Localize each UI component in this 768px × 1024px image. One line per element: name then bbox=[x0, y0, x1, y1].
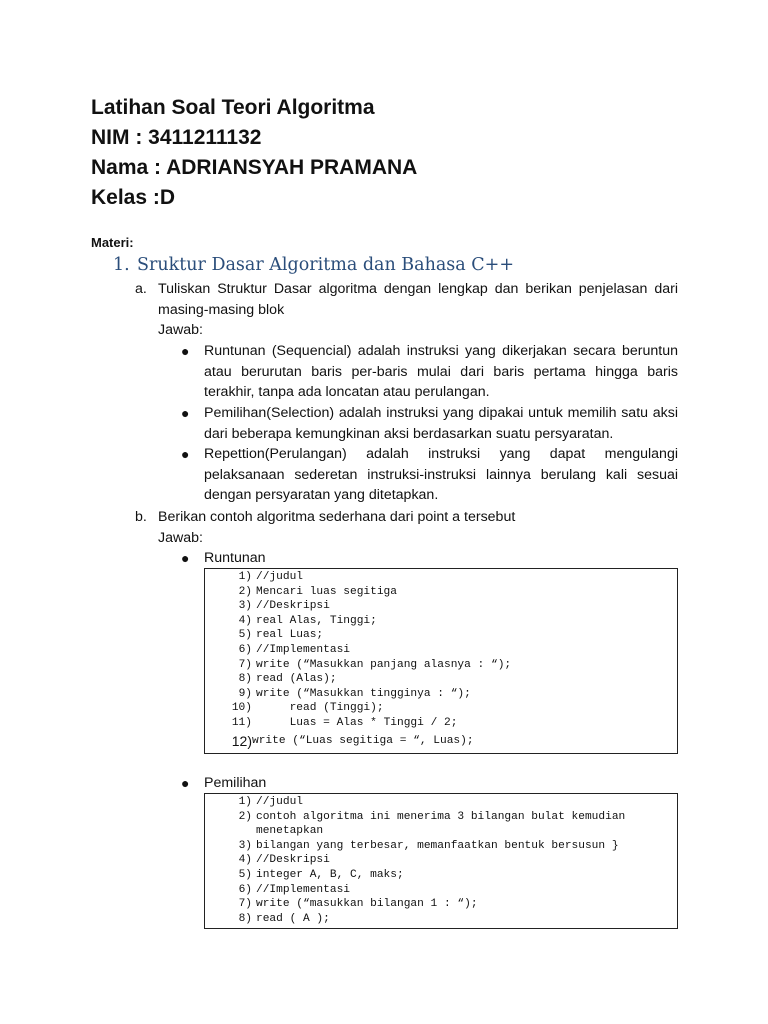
code-text: Luas = Alas * Tinggi / 2; bbox=[256, 716, 458, 729]
code-line bbox=[205, 687, 677, 702]
line-number: 3) bbox=[238, 839, 252, 852]
code-text: integer A, B, C, maks; bbox=[256, 868, 404, 881]
code-text: read ( A ); bbox=[256, 912, 330, 925]
code-text: contoh algoritma ini menerima 3 bilangan bulat kemudian menetapkan bbox=[256, 810, 632, 838]
bullet-runtunan-example bbox=[181, 548, 678, 569]
code-line bbox=[205, 883, 677, 898]
code-line bbox=[205, 912, 677, 927]
question-b-text: Berikan contoh algoritma sederhana dari point a tersebut bbox=[158, 509, 516, 525]
bullet-dot: ● bbox=[181, 775, 190, 791]
bullet-repetition-definition bbox=[181, 444, 678, 506]
line-number: 5) bbox=[238, 868, 252, 881]
bullet-runtunan-definition bbox=[181, 341, 678, 403]
code-line bbox=[205, 628, 677, 643]
section-number: 1. bbox=[113, 255, 130, 275]
bullet-text: Pemilihan(Selection) adalah instruksi yang dipakai untuk memilih satu aksi dari beberapa kemungkinan aksi berdasarkan suatu persyaratan. bbox=[204, 405, 678, 442]
bullet-text: Runtunan bbox=[204, 550, 266, 566]
bullet-text: Pemilihan bbox=[204, 775, 267, 791]
bullet-dot: ● bbox=[181, 550, 190, 566]
bullet-pemilihan-definition bbox=[181, 403, 678, 444]
code-text: read (Alas); bbox=[256, 673, 337, 686]
jawab-a-label: Jawab: bbox=[158, 322, 203, 338]
code-text: write (“Masukkan panjang alasnya : “); bbox=[256, 658, 512, 671]
question-a-letter: a. bbox=[135, 281, 147, 297]
bullet-text: Runtunan (Sequencial) adalah instruksi yang dikerjakan secara beruntun atau berurutan baris per-baris mulai dari baris pertama hingga baris terakhir, tanpa ada loncatan atau perulangan. bbox=[204, 343, 678, 401]
code-text: write (“Masukkan tingginya : “); bbox=[256, 687, 471, 700]
code-line bbox=[205, 716, 677, 731]
code-line bbox=[205, 672, 677, 687]
code-line bbox=[205, 810, 677, 839]
code-text: //judul bbox=[256, 571, 303, 583]
kelas-line: Kelas :D bbox=[91, 186, 176, 209]
line-number: 10) bbox=[231, 702, 252, 715]
line-number: 1) bbox=[238, 796, 252, 808]
bullet-dot: ● bbox=[181, 446, 190, 462]
nama-line: Nama : ADRIANSYAH PRAMANA bbox=[91, 156, 418, 179]
code-line bbox=[205, 701, 677, 716]
line-number: 6) bbox=[238, 643, 252, 656]
code-line bbox=[205, 795, 677, 810]
line-number: 2) bbox=[238, 585, 252, 598]
question-a-text: Tuliskan Struktur Dasar algoritma dengan lengkap dan berikan penjelasan dari masing-masing blok bbox=[158, 281, 678, 318]
code-text: //Deskripsi bbox=[256, 854, 330, 867]
line-number: 8) bbox=[238, 912, 252, 925]
bullet-dot: ● bbox=[181, 405, 190, 421]
line-number: 5) bbox=[238, 629, 252, 642]
nim-line: NIM : 3411211132 bbox=[91, 126, 262, 149]
line-number: 11) bbox=[231, 716, 252, 729]
line-number: 1) bbox=[238, 571, 252, 583]
line-number: 7) bbox=[238, 898, 252, 911]
line-number: 3) bbox=[238, 600, 252, 613]
line-number: 2) bbox=[238, 810, 252, 823]
document-title: Latihan Soal Teori Algoritma bbox=[91, 96, 375, 119]
line-number: 7) bbox=[238, 658, 252, 671]
code-line bbox=[205, 658, 677, 673]
code-text: Mencari luas segitiga bbox=[256, 585, 397, 598]
code-text: write (“masukkan bilangan 1 : “); bbox=[256, 898, 478, 911]
code-text: //Implementasi bbox=[256, 643, 350, 656]
code-line bbox=[205, 853, 677, 868]
code-line bbox=[205, 839, 677, 854]
line-number: 6) bbox=[238, 883, 252, 896]
code-text: bilangan yang terbesar, memanfaatkan bentuk bersusun } bbox=[256, 839, 619, 852]
code-text: //judul bbox=[256, 796, 303, 808]
code-line bbox=[205, 614, 677, 629]
code-text: real Alas, Tinggi; bbox=[256, 614, 377, 627]
bullet-dot: ● bbox=[181, 343, 190, 359]
section-heading bbox=[113, 255, 514, 275]
code-line bbox=[205, 731, 677, 751]
section-title: Sruktur Dasar Algoritma dan Bahasa C++ bbox=[137, 255, 514, 275]
code-line bbox=[205, 868, 677, 883]
line-number: 9) bbox=[238, 687, 252, 700]
code-line bbox=[205, 585, 677, 600]
runtunan-code-box bbox=[204, 568, 678, 754]
bullet-pemilihan-example bbox=[181, 773, 678, 794]
code-line bbox=[205, 643, 677, 658]
code-line bbox=[205, 570, 677, 585]
bullet-text: Repettion(Perulangan) adalah instruksi yang dapat mengulangi pelaksanaan sederetan instruksi-instruksi lainnya berulang kali sesuai dengan persyaratan yang ditetapkan. bbox=[204, 446, 678, 504]
code-line bbox=[205, 897, 677, 912]
line-number: 12) bbox=[231, 732, 252, 749]
materi-label: Materi: bbox=[91, 235, 134, 250]
jawab-b-label: Jawab: bbox=[158, 530, 203, 546]
line-number: 4) bbox=[238, 614, 252, 627]
code-text: //Deskripsi bbox=[256, 600, 330, 613]
question-b-letter: b. bbox=[135, 509, 147, 525]
line-number: 4) bbox=[238, 854, 252, 867]
code-text: real Luas; bbox=[256, 629, 324, 642]
code-text: read (Tinggi); bbox=[256, 702, 384, 715]
code-text: write (“Luas segitiga = “, Luas); bbox=[252, 734, 474, 747]
pemilihan-code-box bbox=[204, 793, 678, 929]
code-line bbox=[205, 599, 677, 614]
line-number: 8) bbox=[238, 673, 252, 686]
code-text: //Implementasi bbox=[256, 883, 350, 896]
